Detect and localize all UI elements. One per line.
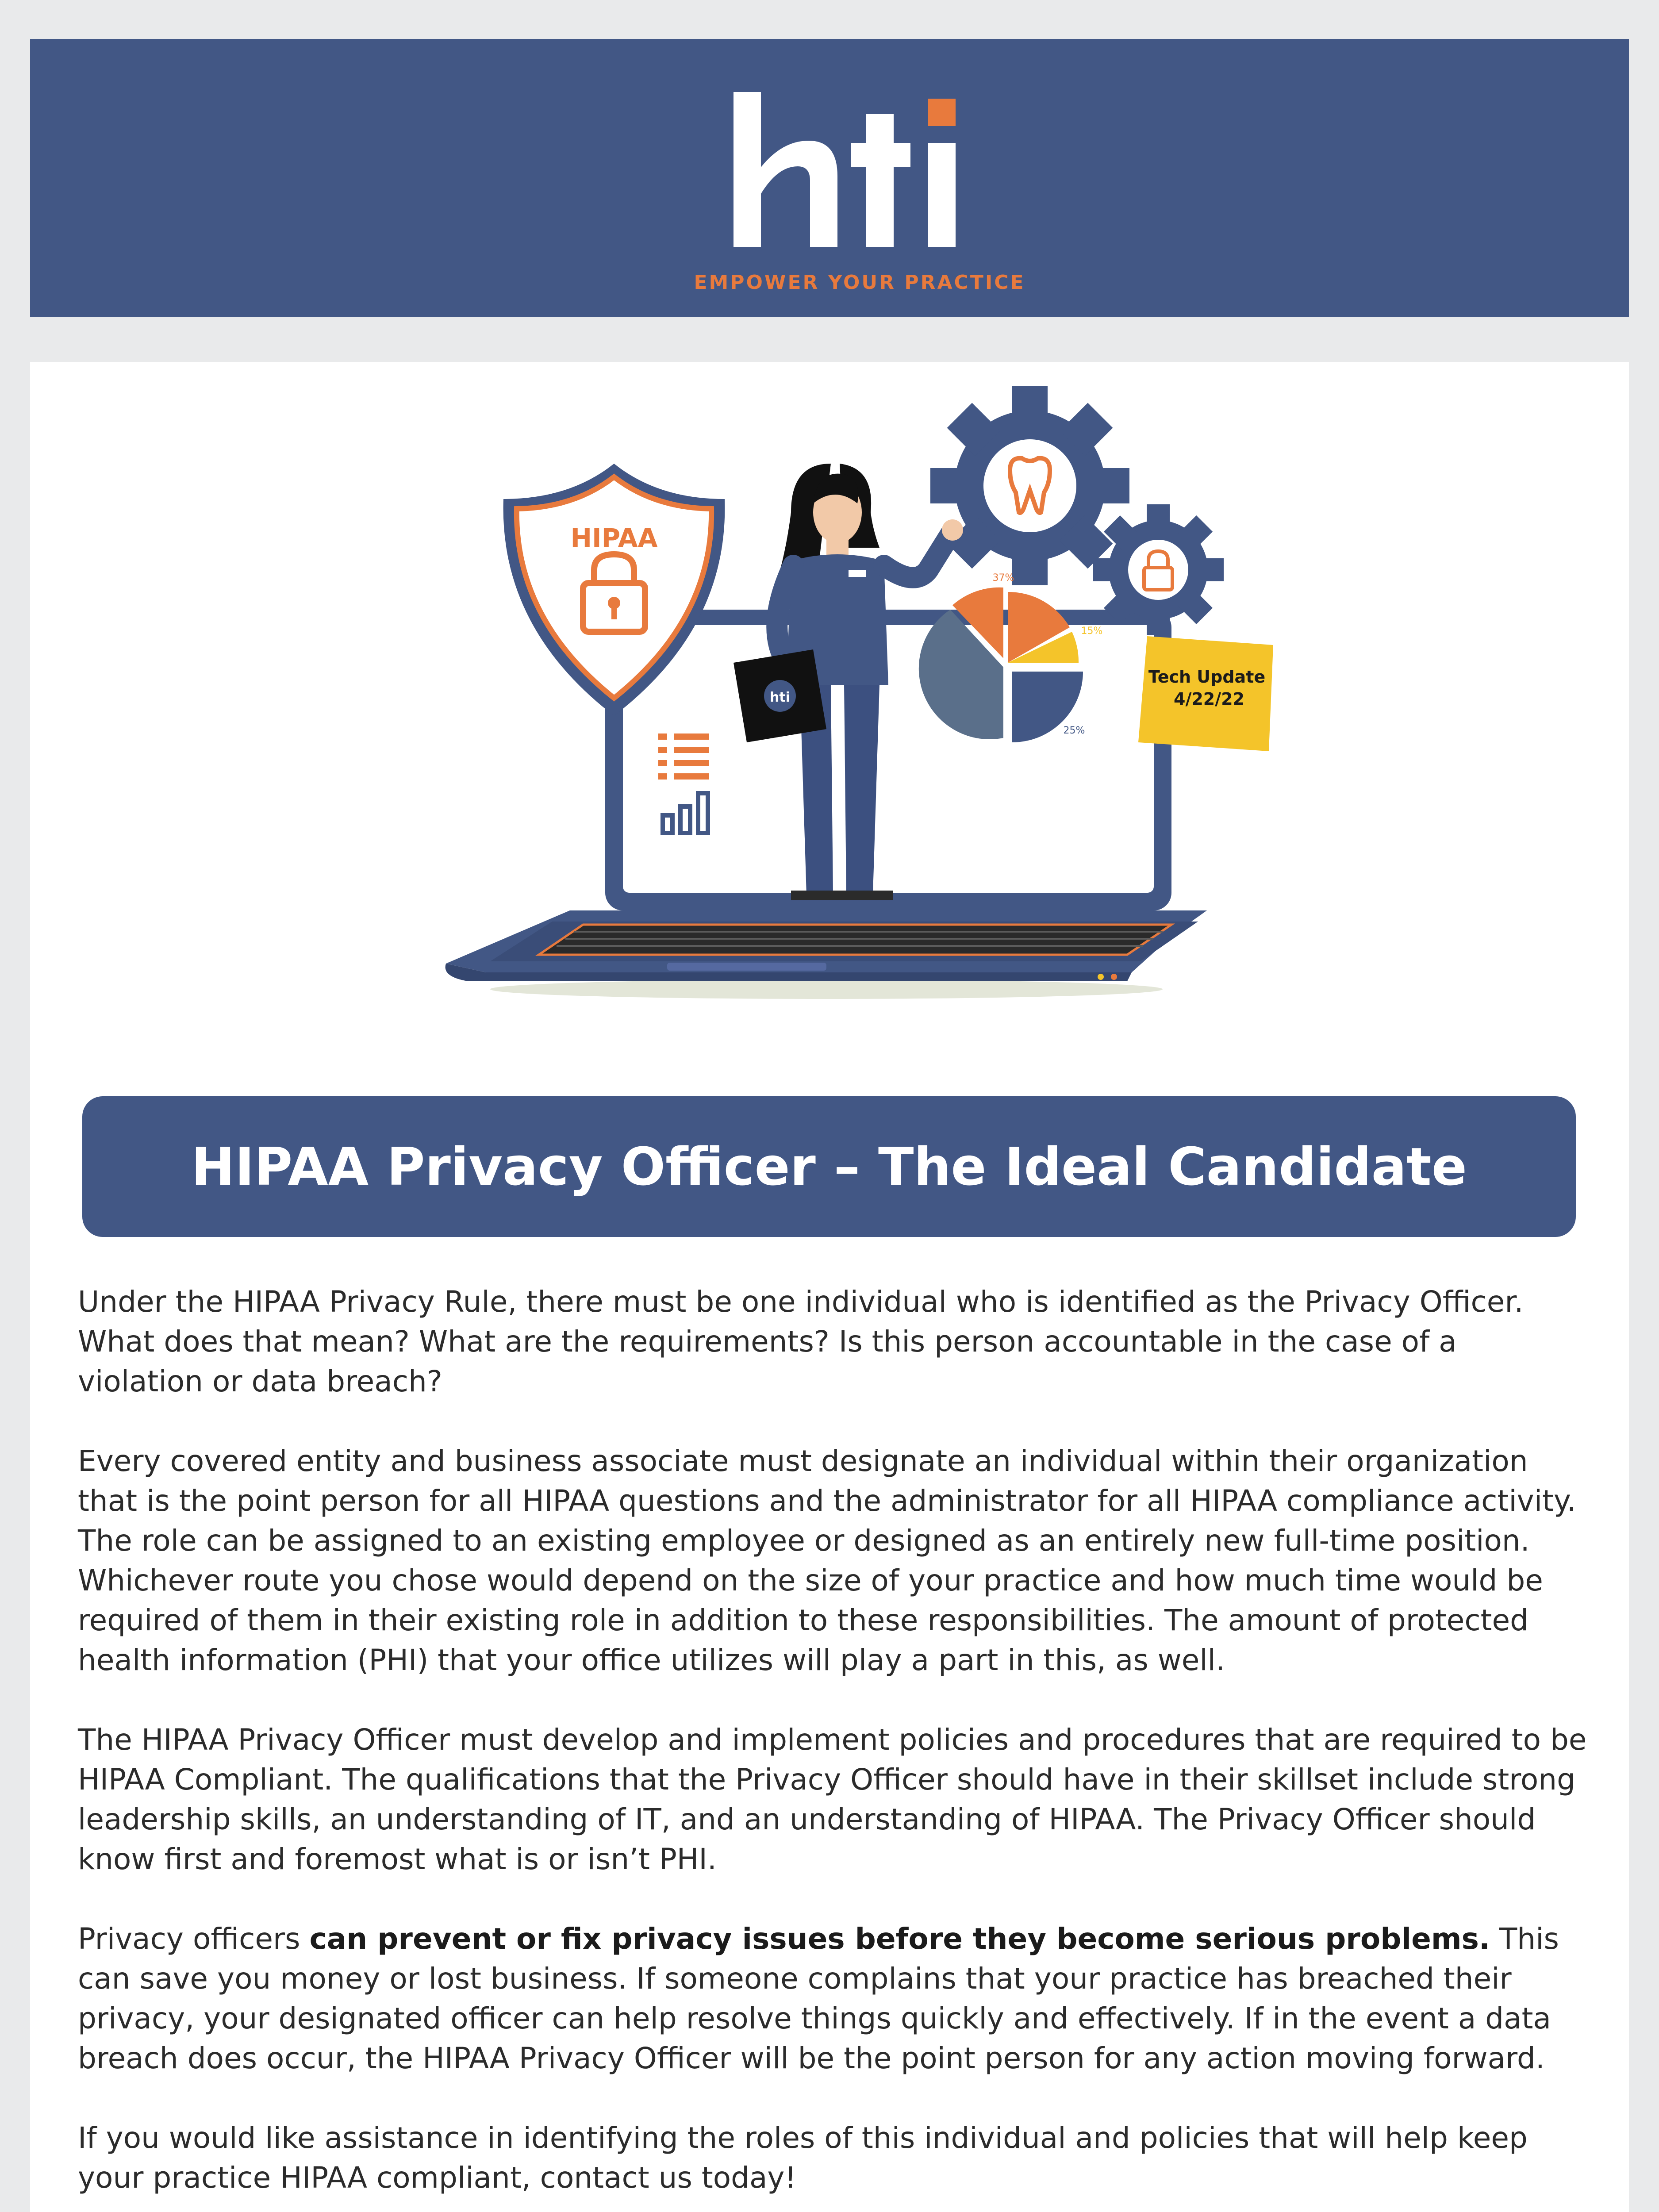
pie-label-15: 15% xyxy=(1081,626,1103,637)
paragraph: Under the HIPAA Privacy Rule, there must be one individual who is identified as the Privacy Officer. What does that mean? What are the requirements? Is this person accountable in the case of a violation or data breach? xyxy=(78,1285,1524,1398)
paragraph-text: This can save you money or lost business. If someone complains that your practice has breached their privacy, your designated officer can help resolve things quickly and effectively. If in the event a data breach does occur, the HIPAA Privacy Officer will be the point person for any action moving forward. xyxy=(78,1922,1559,2075)
pie-label-37: 37% xyxy=(992,572,1014,584)
logo-tagline: EMPOWER YOUR PRACTICE xyxy=(694,271,1025,294)
paragraph-text: Privacy officers xyxy=(78,1922,310,1956)
hero-illustration xyxy=(375,380,1331,999)
hti-logo xyxy=(694,65,1025,304)
paragraph xyxy=(78,1919,1591,2078)
paragraph: The HIPAA Privacy Officer must develop and implement policies and procedures that are required to be HIPAA Compliant. The qualifications that the Privacy Officer should have in their skillset include strong leadership skills, an understanding of IT, and an understanding of HIPAA. The Privacy Officer should know first and foremost what is or isn’t PHI. xyxy=(78,1723,1587,1876)
paragraph: If you would like assistance in identifying the roles of this individual and policies that will help keep your practice HIPAA compliant, contact us today! xyxy=(78,2121,1528,2195)
sticky-note xyxy=(1138,636,1273,751)
header-banner xyxy=(30,39,1629,317)
sticky-note-line1: Tech Update xyxy=(1148,667,1266,687)
article-card xyxy=(30,362,1629,2212)
lock-gear-icon xyxy=(1093,504,1224,635)
tooth-gear-icon xyxy=(930,386,1129,585)
page-title: HIPAA Privacy Officer – The Ideal Candidate xyxy=(191,1136,1467,1197)
paragraph: Every covered entity and business associate must designate an individual within their organization that is the point person for all HIPAA questions and the administrator for all HIPAA compliance activity. The role can be assigned to an existing employee or designed as an entirely new full-time position. Whichever route you chose would depend on the size of your practice and how much time would be required of them in their existing role in addition to these responsibilities. The amount of protected health information (PHI) that your office utilizes will play a part in this, as well. xyxy=(78,1444,1576,1677)
pie-label-25: 25% xyxy=(1063,725,1085,736)
title-banner xyxy=(82,1096,1576,1237)
hti-folder-icon xyxy=(733,649,826,742)
article-body xyxy=(78,1282,1591,2212)
sticky-note-line2: 4/22/22 xyxy=(1174,689,1244,709)
shield-label: HIPAA xyxy=(570,523,658,553)
emphasis-text: can prevent or fix privacy issues before they become serious problems. xyxy=(309,1922,1490,1956)
folder-label: hti xyxy=(770,690,790,705)
